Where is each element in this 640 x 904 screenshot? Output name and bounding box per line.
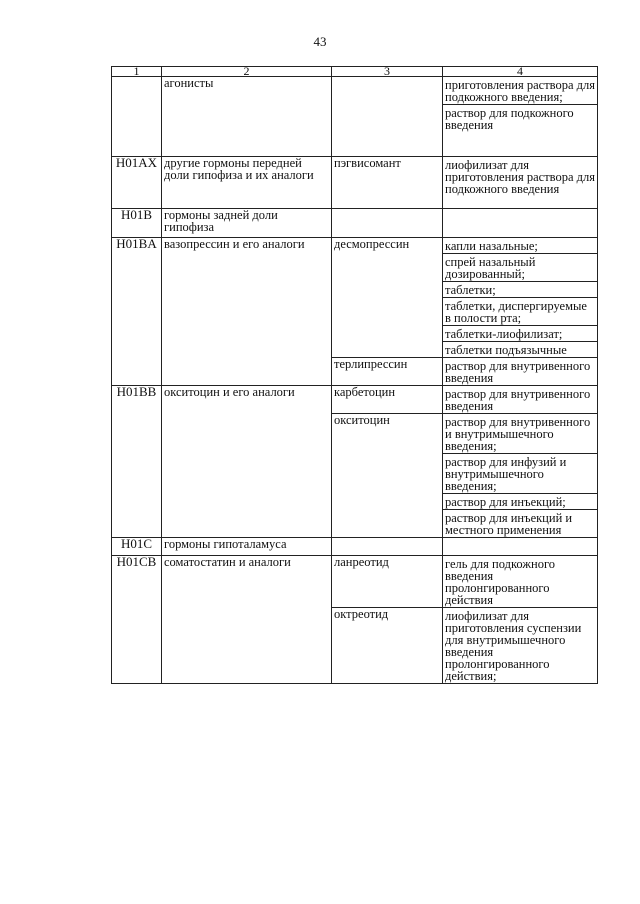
- atc-code-cell: H01BB: [112, 386, 162, 538]
- dosage-form-item: спрей назальный дозированный;: [443, 253, 597, 281]
- dosage-forms-cell: [443, 538, 598, 556]
- dosage-forms-cell: [443, 358, 598, 386]
- dosage-form-item: таблетки подъязычные: [443, 341, 597, 357]
- dosage-form-item: таблетки, диспергируемые в полости рта;: [443, 297, 597, 325]
- atc-code-cell: H01CB: [112, 556, 162, 684]
- dosage-form-item: раствор для подкожного введения: [443, 104, 597, 132]
- dosage-form-item: раствор для инъекций;: [443, 493, 597, 509]
- anatomical-group-cell: другие гормоны передней доли гипофиза и их аналоги: [162, 157, 332, 209]
- dosage-forms-cell: [443, 77, 598, 157]
- dosage-forms-cell: [443, 414, 598, 538]
- column-header: 2: [162, 67, 332, 77]
- table-row: [112, 538, 598, 556]
- drug-name-cell: пэгвисомант: [332, 157, 443, 209]
- anatomical-group-cell: гормоны задней доли гипофиза: [162, 209, 332, 238]
- anatomical-group-cell: окситоцин и его аналоги: [162, 386, 332, 538]
- atc-code-cell: H01B: [112, 209, 162, 238]
- dosage-form-item: раствор для инъекций и местного применения: [443, 509, 597, 537]
- table-row: [112, 556, 598, 608]
- dosage-form-item: лиофилизат для приготовления раствора для подкожного введения: [445, 158, 595, 196]
- dosage-form-item: [443, 209, 597, 212]
- drug-name-cell: [332, 77, 443, 157]
- anatomical-group-cell: агонисты: [162, 77, 332, 157]
- dosage-form-item: лиофилизат для приготовления суспензии для внутримышечного введения пролонгированного действия;: [445, 609, 582, 683]
- drug-name-cell: терлипрессин: [332, 358, 443, 386]
- dosage-forms-cell: [443, 157, 598, 209]
- dosage-forms-cell: [443, 556, 598, 608]
- medication-table: [111, 66, 598, 684]
- dosage-form-item: таблетки;: [443, 281, 597, 297]
- drug-name-cell: октреотид: [332, 608, 443, 684]
- column-header: 4: [443, 67, 598, 77]
- dosage-form-item: раствор для внутривенного введения: [445, 359, 591, 385]
- dosage-form-item: гель для подкожного введения пролонгированного действия: [445, 557, 556, 607]
- page-number: 43: [313, 34, 327, 49]
- atc-code-cell: H01AX: [112, 157, 162, 209]
- table-row: [112, 157, 598, 209]
- drug-name-cell: десмопрессин: [332, 238, 443, 358]
- drug-name-cell: [332, 538, 443, 556]
- anatomical-group-cell: вазопрессин и его аналоги: [162, 238, 332, 386]
- column-header: 1: [112, 67, 162, 77]
- atc-code-cell: H01BA: [112, 238, 162, 386]
- dosage-form-item: раствор для инфузий и внутримышечного введения;: [443, 453, 597, 493]
- table-body: [112, 77, 598, 684]
- column-header: 3: [332, 67, 443, 77]
- table-row: [112, 209, 598, 238]
- dosage-form-item: капли назальные;: [445, 239, 538, 253]
- table-row: [112, 77, 598, 157]
- drug-name-cell: ланреотид: [332, 556, 443, 608]
- dosage-form-item: [443, 538, 597, 541]
- table-row: [112, 386, 598, 414]
- dosage-forms-cell: [443, 209, 598, 238]
- drug-name-cell: карбетоцин: [332, 386, 443, 414]
- table-row: [112, 238, 598, 358]
- anatomical-group-cell: гормоны гипоталамуса: [162, 538, 332, 556]
- dosage-form-item: таблетки-лиофилизат;: [443, 325, 597, 341]
- drug-name-cell: [332, 209, 443, 238]
- drug-name-cell: окситоцин: [332, 414, 443, 538]
- dosage-forms-cell: [443, 386, 598, 414]
- table-header: [112, 64, 598, 78]
- dosage-form-item: приготовления раствора для подкожного введения;: [445, 78, 595, 104]
- anatomical-group-cell: соматостатин и аналоги: [162, 556, 332, 684]
- dosage-forms-cell: [443, 608, 598, 684]
- atc-code-cell: H01C: [112, 538, 162, 556]
- atc-code-cell: [112, 77, 162, 157]
- dosage-form-item: раствор для внутривенного и внутримышечного введения;: [445, 415, 591, 453]
- dosage-form-item: раствор для внутривенного введения: [445, 387, 591, 413]
- dosage-forms-cell: [443, 238, 598, 358]
